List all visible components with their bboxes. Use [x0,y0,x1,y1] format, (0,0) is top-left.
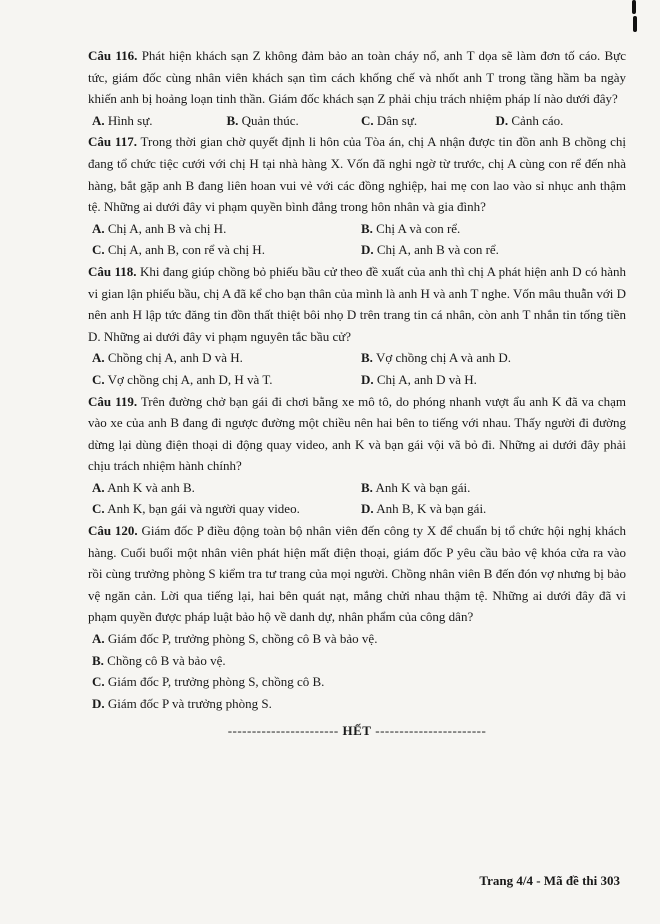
option-c: C. Giám đốc P, trưởng phòng S, chồng cô B. [92,674,325,690]
question-body: Khi đang giúp chồng bỏ phiếu bầu cử theo đề xuất của anh thì chị A phát hiện anh D có hành vi gian lận phiếu bầu, chị A đã kể cho bạn thân của mình là anh H và anh T nghe. Vốn mâu thuẫn với D nên anh H lập tức đăng tin đồn thất thiệt bôi nhọ D trên trang tin cá nhân, còn anh T nhắn tin tống tiền D. Những ai dưới đây vi phạm nguyên tắc bầu cử? [88,263,627,344]
option-d: D. Giám đốc P và trưởng phòng S. [92,695,272,711]
question-number: Câu 118. [88,263,137,279]
scan-mark [633,16,637,32]
question-body: Trên đường chở bạn gái đi chơi bằng xe mô tô, do phóng nhanh vượt ẩu anh K đã va chạm vào xe của anh B đang đi ngược đường một chiều nên hai bên to tiếng với nhau. Thấy người đi đường dừng lại dùng điện thoại di động quay video, anh K và bạn gái vội vã bỏ đi. Những ai dưới đây phải chịu trách nhiệm hành chính? [88,393,626,474]
end-marker: ----------------------- HẾT ----------------------- [227,723,487,739]
page-footer: Trang 4/4 - Mã đề thi 303 [479,873,620,888]
option-a: A. Giám đốc P, trưởng phòng S, chồng cô B và bảo vệ. [92,631,378,647]
option-c: C. Dân sự. [361,112,418,128]
option-a: A. Chị A, anh B và chị H. [92,220,227,236]
question-number: Câu 117. [88,134,137,150]
option-a: A. Hình sự. [92,112,153,128]
question-text [88,131,626,217]
question-117 [88,131,626,261]
options [88,218,626,261]
option-c: C. Vợ chồng chị A, anh D, H và T. [92,371,273,387]
question-118 [88,261,626,391]
option-a: A. Anh K và anh B. [92,479,195,495]
question-body: Trong thời gian chờ quyết định li hôn của Tòa án, chị A nhận được tin đồn anh B chồng chị đang tổ chức tiệc cưới với chị H tại nhà hàng X. Vốn đã nghi ngờ từ trước, chị A cùng con rể đến nhà hàng, bắt gặp anh B đang liên hoan vui vẻ với các đồng nghiệp, hai mẹ con lao vào sỉ nhục anh thậm tệ. Những ai dưới đây vi phạm quyền bình đẳng trong hôn nhân và gia đình? [88,134,627,215]
option-b: B. Chị A và con rể. [361,220,461,236]
question-body: Giám đốc P điều động toàn bộ nhân viên đến công ty X để chuẩn bị tổ chức hội nghị khách hàng. Cuối buổi một nhân viên phát hiện mất điện thoại, giám đốc P yêu cầu bảo vệ khóa cửa ra vào rồi cùng trưởng phòng S kiểm tra tư trang của mọi người. Chồng nhân viên B đến đón vợ nhưng bị bảo vệ ngăn cản. Lời qua tiếng lại, hai bên quát nạt, mắng chửi nhau thậm tệ. Những ai dưới đây đã vi phạm quyền được pháp luật bảo hộ về danh dự, nhân phẩm của công dân? [88,523,627,625]
exam-content [88,45,626,742]
option-b: B. Chồng cô B và bảo vệ. [92,652,226,668]
option-b: B. Vợ chồng chị A và anh D. [361,350,511,366]
options [88,110,626,132]
question-number: Câu 119. [88,393,138,409]
options [88,347,626,390]
question-text [88,520,626,628]
option-d: D. Chị A, anh B và con rể. [361,242,499,258]
question-number: Câu 116. [88,48,138,63]
question-120 [88,520,626,714]
option-b: B. Quản thúc. [226,112,299,128]
option-a: A. Chồng chị A, anh D và H. [92,350,243,366]
question-119 [88,391,626,521]
question-116 [88,45,626,131]
question-body: Phát hiện khách sạn Z không đảm bảo an toàn cháy nổ, anh T dọa sẽ làm đơn tố cáo. Bực tức, giám đốc cùng nhân viên khách sạn tìm cách khống chế và nhốt anh T trong tầng hầm ba ngày khiến anh bị hoảng loạn tinh thần. Giám đốc khách sạn Z phải chịu trách nhiệm pháp lí nào dưới đây? [88,48,626,107]
option-c: C. Anh K, bạn gái và người quay video. [92,501,300,517]
question-number: Câu 120. [88,523,138,539]
option-d: D. Cảnh cáo. [495,112,564,128]
question-text [88,45,626,110]
options [88,477,626,520]
option-d: D. Chị A, anh D và H. [361,371,477,387]
option-b: B. Anh K và bạn gái. [361,479,471,495]
question-text [88,391,626,477]
question-text [88,261,626,347]
scan-mark [632,0,636,14]
option-d: D. Anh B, K và bạn gái. [361,501,487,517]
option-c: C. Chị A, anh B, con rể và chị H. [92,242,265,258]
